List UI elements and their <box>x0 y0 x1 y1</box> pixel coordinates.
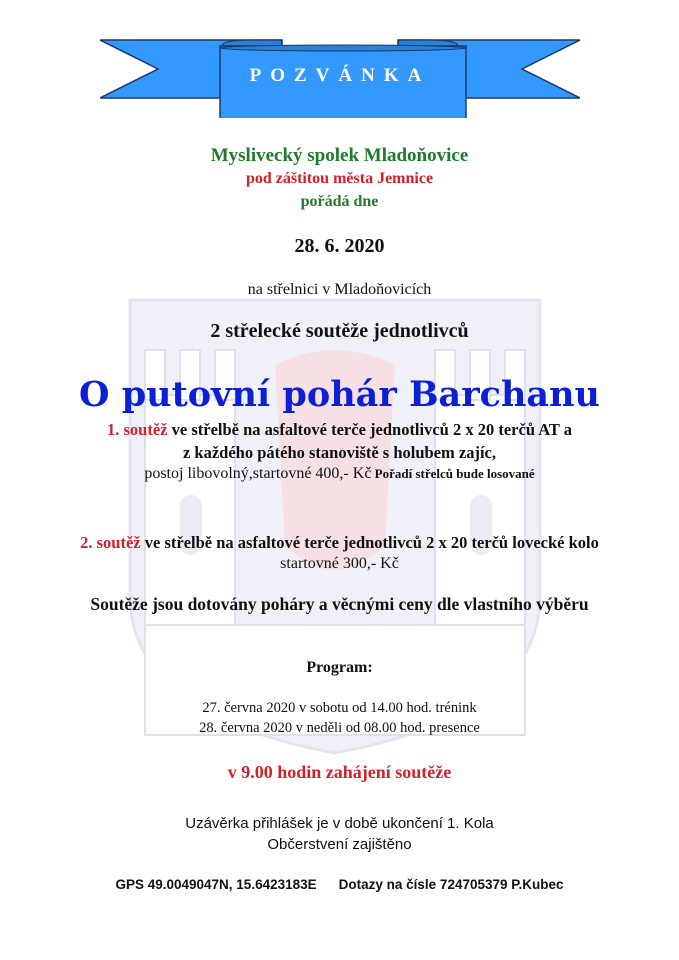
venue: na střelnici v Mladoňovicích <box>247 281 432 298</box>
registration-deadline: Uzávěrka přihlášek je v době ukončení 1. Kola <box>185 815 494 832</box>
organizer: Myslivecký spolek Mladoňovice <box>210 145 469 166</box>
contact-phone: Dotazy na čísle 724705379 P.Kubec <box>338 877 564 892</box>
program-heading: Program: <box>306 659 373 676</box>
competition2-line1 <box>0 533 679 553</box>
start-time: v 9.00 hodin zahájení soutěže <box>227 762 452 782</box>
competition1-line3 <box>0 465 679 483</box>
competition1-line1 <box>0 420 679 440</box>
competition1-note: Pořadí střelců bude losované <box>371 466 535 481</box>
competition1-label: 1. soutěž <box>107 420 168 439</box>
competition2-label: 2. soutěž <box>80 533 141 552</box>
competition1-line2: z každého pátého stanoviště s holubem zajíc, <box>182 443 497 462</box>
competition1-fee: postoj libovolný,startovné 400,- Kč <box>144 465 372 482</box>
banner-title: POZVÁNKA <box>249 65 431 86</box>
coat-of-arms-watermark <box>125 295 545 755</box>
competitions-heading: 2 střelecké soutěže jednotlivců <box>210 320 469 342</box>
competition2-fee: startovné 300,- Kč <box>280 555 399 572</box>
gps-coordinates: GPS 49.0049047N, 15.6423183E <box>115 877 317 892</box>
announces: pořádá dne <box>300 193 379 210</box>
competition1-text: ve střelbě na asfaltové terče jednotlivců 2 x 20 terčů AT a <box>167 420 572 439</box>
prizes: Soutěže jsou dotovány poháry a věcnými ceny dle vlastního výběru <box>90 594 589 614</box>
event-date: 28. 6. 2020 <box>294 235 385 257</box>
patronage: pod záštitou města Jemnice <box>245 170 434 187</box>
competition2-text: ve střelbě na asfaltové terče jednotlivců 2 x 20 terčů lovecké kolo <box>140 533 599 552</box>
program-item: 27. června 2020 v sobotu od 14.00 hod. trénink <box>202 700 477 716</box>
refreshments: Občerstvení zajištěno <box>267 836 412 853</box>
program-item: 28. června 2020 v neděli od 08.00 hod. presence <box>199 720 480 736</box>
main-title: O putovní pohár Barchanu <box>79 374 600 415</box>
footer-contact-line <box>0 877 679 892</box>
